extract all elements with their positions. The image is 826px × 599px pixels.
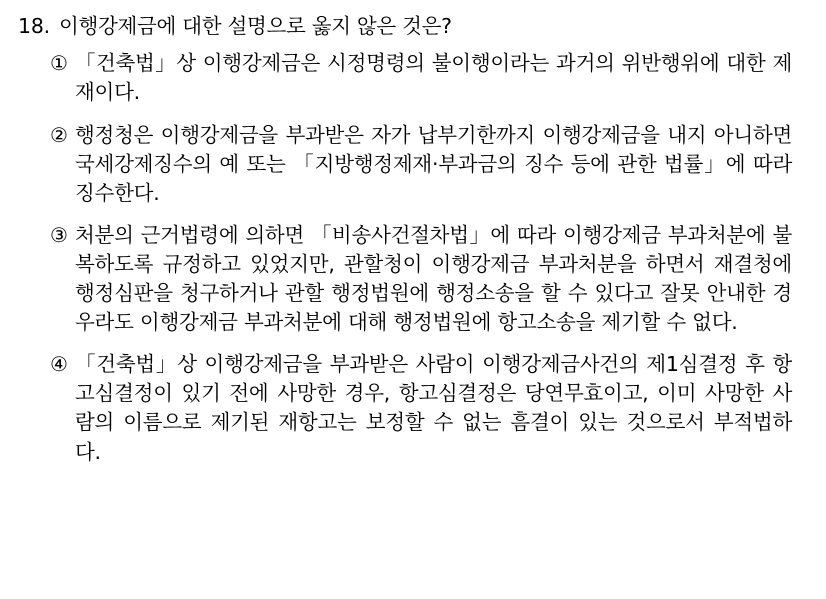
choice-option-4[interactable] — [50, 350, 792, 466]
choice-option-3[interactable] — [50, 221, 792, 337]
choice-marker-4: ④ — [50, 352, 68, 377]
choice-text-2: 행정청은 이행강제금을 부과받은 자가 납부기한까지 이행강제금을 내지 아니하면 국세강제징수의 예 또는 「지방행정제재·부과금의 징수 등에 관한 법률」에 따라 징수한다. — [75, 122, 792, 205]
choice-marker-2: ② — [50, 122, 68, 147]
choice-option-2[interactable] — [50, 121, 792, 208]
question-number: 18. — [18, 14, 51, 38]
choice-marker-1: ① — [50, 51, 68, 76]
choice-text-1: 「건축법」상 이행강제금은 시정명령의 불이행이라는 과거의 위반행위에 대한 제재이다. — [75, 51, 792, 105]
question-block — [0, 0, 826, 40]
choice-option-1[interactable] — [50, 49, 792, 107]
choice-list — [0, 49, 826, 466]
choice-text-4: 「건축법」상 이행강제금을 부과받은 사람이 이행강제금사건의 제1심결정 후 항고심결정이 있기 전에 사망한 경우, 항고심결정은 당연무효이고, 이미 사망한 사람의 이름으로 제기된 재항고는 보정할 수 없는 흠결이 있는 것으로서 부적법하다. — [75, 352, 792, 464]
question-stem: 이행강제금에 대한 설명으로 옳지 않은 것은? — [59, 14, 452, 38]
choice-text-3: 처분의 근거법령에 의하면 「비송사건절차법」에 따라 이행강제금 부과처분에 불복하도록 규정하고 있었지만, 관할청이 이행강제금 부과처분을 하면서 재결청에 행정심판을 청구하거나 관할 행정법원에 행정소송을 할 수 있다고 잘못 안내한 경우라도 이행강제금 부과처분에 대해 행정법원에 항고소송을 제기할 수 없다. — [75, 222, 792, 335]
choice-marker-3: ③ — [50, 222, 68, 247]
